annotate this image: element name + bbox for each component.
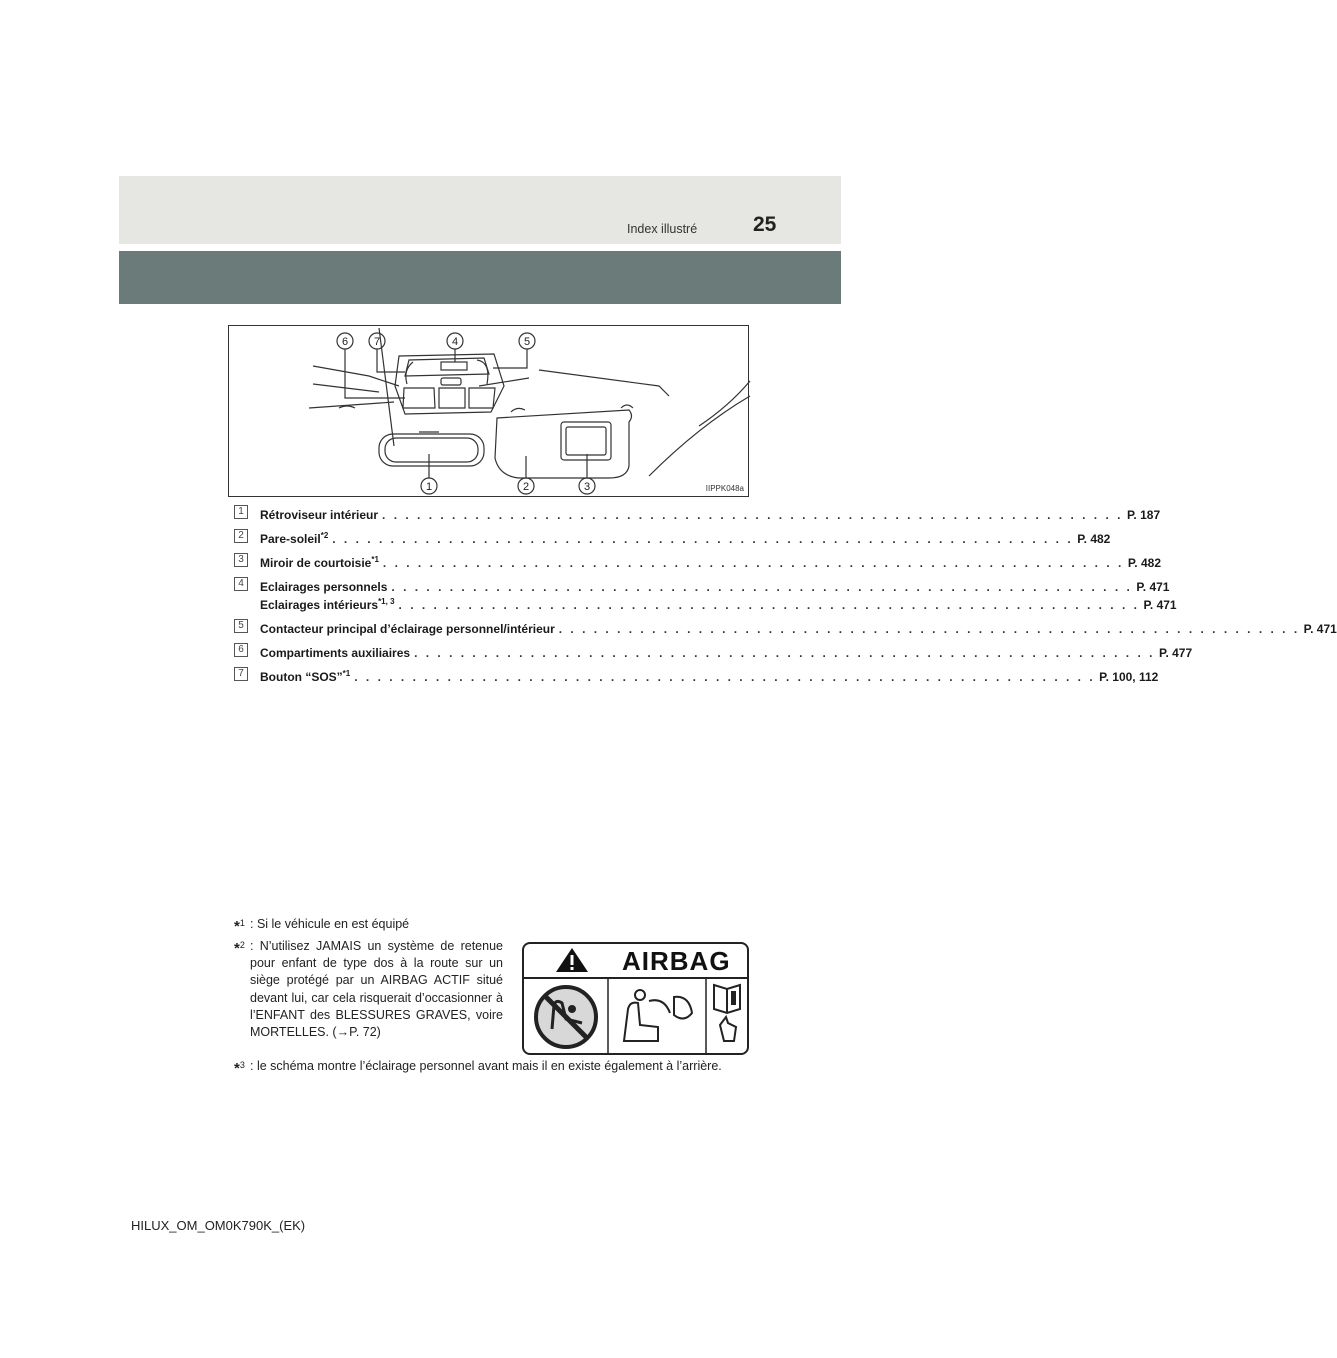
item-line (260, 507, 1161, 523)
page-number: 25 (753, 213, 777, 236)
item-label: Bouton “SOS”$^{*1}$ (260, 669, 351, 684)
leader-dots: . . . . . . . . . . . . . . . . . . . . . . . . . . . . . . . . . . . . . . . . . . . . . . . . . . . . . . . . . . . . . . . . (391, 580, 1133, 594)
item-page-link[interactable]: P. 477 (1158, 646, 1193, 660)
header-band (119, 176, 841, 244)
item-label: Pare-soleil$^{*2}$ (260, 531, 329, 546)
airbag-seat-icon (624, 990, 692, 1041)
footnote-text: : le schéma montre l’éclairage personnel avant mais il en existe également à l’arrière. (250, 1059, 722, 1073)
item-line (260, 531, 1111, 547)
interior-illustration (228, 325, 749, 497)
overhead-console-drawing (229, 326, 750, 498)
callout-2: 2 (522, 481, 530, 493)
manual-book-icon (714, 985, 740, 1041)
item-line (260, 621, 1337, 637)
leader-dots: . . . . . . . . . . . . . . . . . . . . . . . . . . . . . . . . . . . . . . . . . . . . . . . . . . . . . . . . . . . . . . . . (332, 532, 1074, 546)
item-line (260, 597, 1177, 613)
callout-3: 3 (583, 481, 591, 493)
item-page-link[interactable]: P. 187 (1126, 508, 1161, 522)
section-title: Index illustré (627, 222, 698, 236)
item-number: 2 (234, 529, 248, 543)
item-number: 5 (234, 619, 248, 633)
item-label: Eclairages personnels (260, 580, 388, 594)
item-line (260, 669, 1159, 685)
airbag-title: AIRBAG (622, 946, 731, 976)
airbag-warning-label (522, 942, 749, 1055)
item-page-link[interactable]: P. 471 (1143, 598, 1177, 612)
item-page-link[interactable]: P. 471 (1303, 622, 1337, 636)
footnote-text: : N’utilisez JAMAIS un système de retenue pour enfant de type dos à la route sur un siège protégé par un AIRBAG ACTIF situé devant lui, car cela risquerait d’occasionner à l’ENFANT des BLESSURES GRAVES, voire MORTELLES. (→P. 72) (250, 939, 503, 1040)
item-label: Contacteur principal d’éclairage personnel/intérieur (260, 622, 555, 636)
item-line (260, 645, 1193, 661)
leader-dots: . . . . . . . . . . . . . . . . . . . . . . . . . . . . . . . . . . . . . . . . . . . . . . . . . . . . . . . . . . . . . . . . (354, 670, 1096, 684)
callout-6: 6 (341, 336, 349, 348)
callout-4: 4 (451, 336, 459, 348)
section-bar (119, 251, 841, 304)
item-label: Compartiments auxiliaires (260, 646, 411, 660)
item-line (260, 555, 1161, 571)
callout-1: 1 (425, 481, 433, 493)
item-number: 3 (234, 553, 248, 567)
callout-7: 7 (373, 336, 381, 348)
no-rear-facing-seat-icon (536, 987, 596, 1047)
item-page-link[interactable]: P. 471 (1136, 580, 1170, 594)
item-label: Miroir de courtoisie$^{*1}$ (260, 555, 379, 570)
item-number: 4 (234, 577, 248, 591)
document-code: HILUX_OM_OM0K790K_(EK) (131, 1218, 306, 1233)
footnote-text: : Si le véhicule en est équipé (250, 917, 410, 931)
item-number: 6 (234, 643, 248, 657)
item-page-link[interactable]: P. 100, 112 (1099, 670, 1159, 684)
item-page-link[interactable]: P. 482 (1127, 556, 1161, 570)
item-line (260, 579, 1170, 595)
leader-dots: . . . . . . . . . . . . . . . . . . . . . . . . . . . . . . . . . . . . . . . . . . . . . . . . . . . . . . . . . . . . . . . . (558, 622, 1300, 636)
item-label: Eclairages intérieurs$^{*1, 3}$ (260, 597, 395, 612)
leader-dots: . . . . . . . . . . . . . . . . . . . . . . . . . . . . . . . . . . . . . . . . . . . . . . . . . . . . . . . . . . . . . . . . (382, 556, 1124, 570)
item-label: Rétroviseur intérieur (260, 508, 379, 522)
figure-code: IIPPK048a (705, 484, 744, 493)
item-number: 1 (234, 505, 248, 519)
callout-5: 5 (523, 336, 531, 348)
leader-dots: . . . . . . . . . . . . . . . . . . . . . . . . . . . . . . . . . . . . . . . . . . . . . . . . . . . . . . . . . . . . . . . . (398, 598, 1140, 612)
warning-triangle-icon (552, 945, 592, 975)
item-number: 7 (234, 667, 248, 681)
leader-dots: . . . . . . . . . . . . . . . . . . . . . . . . . . . . . . . . . . . . . . . . . . . . . . . . . . . . . . . . . . . . . . . . (382, 508, 1123, 522)
airbag-pictograms (524, 979, 747, 1055)
item-page-link[interactable]: P. 482 (1077, 532, 1111, 546)
leader-dots: . . . . . . . . . . . . . . . . . . . . . . . . . . . . . . . . . . . . . . . . . . . . . . . . . . . . . . . . . . . . . . . . (414, 646, 1155, 660)
